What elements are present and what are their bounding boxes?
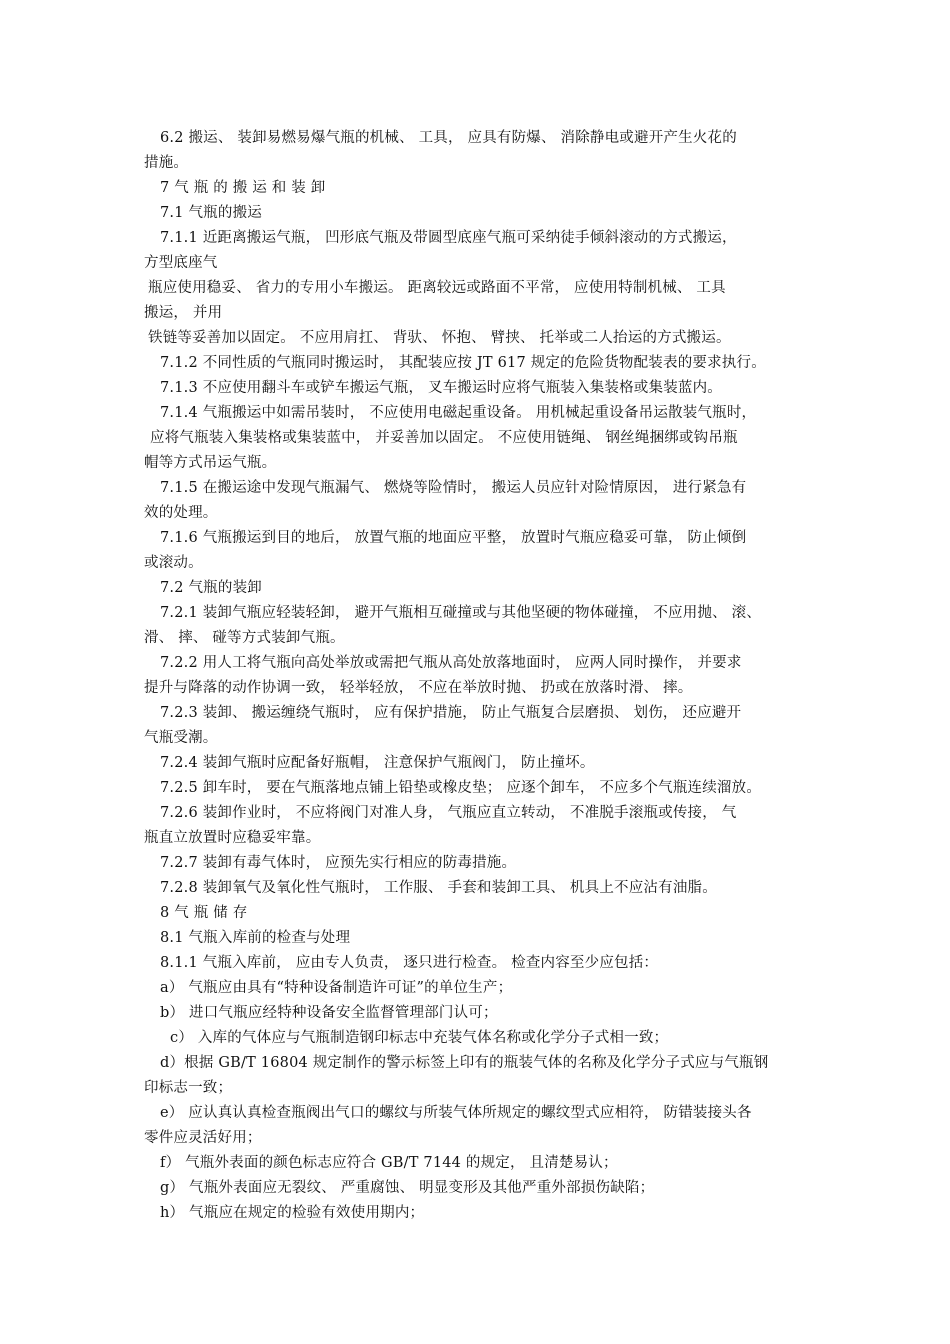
list-item: g） 气瓶外表面应无裂纹、 严重腐蚀、 明显变形及其他严重外部损伤缺陷； <box>160 1180 655 1196</box>
section-heading: 7 气 瓶 的 搬 运 和 装 卸 <box>160 180 326 196</box>
text-line: 气瓶受潮。 <box>144 730 218 746</box>
list-item: d）根据 GB/T 16804 规定制作的警示标签上印有的瓶装气体的名称及化学分子式应与气瓶钢 <box>160 1055 769 1071</box>
text-line: 方型底座气 <box>144 255 218 271</box>
subsection-heading: 8.1 气瓶入库前的检查与处理 <box>160 930 351 946</box>
text-line: 7.2.4 装卸气瓶时应配备好瓶帽， 注意保护气瓶阀门， 防止撞坏。 <box>160 755 595 771</box>
text-line: 或滚动。 <box>144 555 203 571</box>
text-line: 7.2.2 用人工将气瓶向高处举放或需把气瓶从高处放落地面时， 应两人同时操作， 并要求 <box>160 655 742 671</box>
list-item: f） 气瓶外表面的颜色标志应符合 GB/T 7144 的规定， 且清楚易认； <box>160 1155 618 1171</box>
text-line: 帽等方式吊运气瓶。 <box>144 455 277 471</box>
text-line: 铁链等妥善加以固定。 不应用肩扛、 背驮、 怀抱、 臂挟、 托举或二人抬运的方式搬运。 <box>148 330 731 346</box>
text-line: 效的处理。 <box>144 505 218 521</box>
subsection-heading: 7.2 气瓶的装卸 <box>160 580 262 596</box>
text-line: 7.1.5 在搬运途中发现气瓶漏气、 燃烧等险情时， 搬运人员应针对险情原因， 进行紧急有 <box>160 480 747 496</box>
text-line: 7.2.1 装卸气瓶应轻装轻卸， 避开气瓶相互碰撞或与其他坚硬的物体碰撞， 不应用抛、 滚、 <box>160 605 762 621</box>
text-line: 瓶应使用稳妥、 省力的专用小车搬运。 距离较远或路面不平常， 应使用特制机械、 工具 <box>148 280 726 296</box>
text-line: 7.2.8 装卸氧气及氧化性气瓶时， 工作服、 手套和装卸工具、 机具上不应沾有油脂。 <box>160 880 717 896</box>
section-heading: 8 气 瓶 储 存 <box>160 905 248 921</box>
subsection-heading: 7.1 气瓶的搬运 <box>160 205 262 221</box>
list-item: e） 应认真认真检查瓶阀出气口的螺纹与所装气体所规定的螺纹型式应相符， 防错装接头各 <box>160 1105 752 1121</box>
list-item: h） 气瓶应在规定的检验有效使用期内； <box>160 1205 425 1221</box>
list-item: c） 入库的气体应与气瓶制造钢印标志中充装气体名称或化学分子式相一致； <box>170 1030 669 1046</box>
text-line: 7.2.5 卸车时， 要在气瓶落地点铺上铅垫或橡皮垫； 应逐个卸车， 不应多个气瓶连续溜放。 <box>160 780 762 796</box>
text-line: 搬运， 并用 <box>144 305 223 321</box>
text-line: 滑、 摔、 碰等方式装卸气瓶。 <box>144 630 345 646</box>
text-line: 6.2 搬运、 装卸易燃易爆气瓶的机械、 工具， 应具有防爆、 消除静电或避开产生火花的 <box>160 130 737 146</box>
text-line: 7.1.1 近距离搬运气瓶， 凹形底气瓶及带圆型底座气瓶可采纳徒手倾斜滚动的方式搬运， <box>160 230 737 246</box>
text-line: 零件应灵活好用； <box>144 1130 262 1146</box>
text-line: 提升与降落的动作协调一致， 轻举轻放， 不应在举放时抛、 扔或在放落时滑、 摔。 <box>144 680 693 696</box>
text-line: 7.1.2 不同性质的气瓶同时搬运时， 其配装应按 JT 617 规定的危险货物配装表的要求执行。 <box>160 355 766 371</box>
text-line: 7.2.3 装卸、 搬运缠绕气瓶时， 应有保护措施， 防止气瓶复合层磨损、 划伤， 还应避开 <box>160 705 742 721</box>
list-item: b） 进口气瓶应经特种设备安全监督管理部门认可； <box>160 1005 498 1021</box>
text-line: 印标志一致； <box>144 1080 233 1096</box>
text-line: 应将气瓶装入集装格或集装蓝中， 并妥善加以固定。 不应使用链绳、 钢丝绳捆绑或钩吊瓶 <box>150 430 738 446</box>
list-item: a） 气瓶应由具有“特种设备制造许可证”的单位生产； <box>160 980 513 996</box>
text-line: 7.1.6 气瓶搬运到目的地后， 放置气瓶的地面应平整， 放置时气瓶应稳妥可靠， 防止倾倒 <box>160 530 747 546</box>
text-line: 7.1.4 气瓶搬运中如需吊装时， 不应使用电磁起重设备。 用机械起重设备吊运散装气瓶时， <box>160 405 757 421</box>
text-line: 7.1.3 不应使用翻斗车或铲车搬运气瓶， 叉车搬运时应将气瓶装入集装格或集装蓝内。 <box>160 380 723 396</box>
text-line: 瓶直立放置时应稳妥牢靠。 <box>144 830 321 846</box>
text-line: 7.2.6 装卸作业时， 不应将阀门对准人身， 气瓶应直立转动， 不准脱手滚瓶或传接， 气 <box>160 805 737 821</box>
text-line: 7.2.7 装卸有毒气体时， 应预先实行相应的防毒措施。 <box>160 855 517 871</box>
text-line: 8.1.1 气瓶入库前， 应由专人负责， 逐只进行检查。 检查内容至少应包括： <box>160 955 659 971</box>
text-line: 措施。 <box>144 155 189 171</box>
